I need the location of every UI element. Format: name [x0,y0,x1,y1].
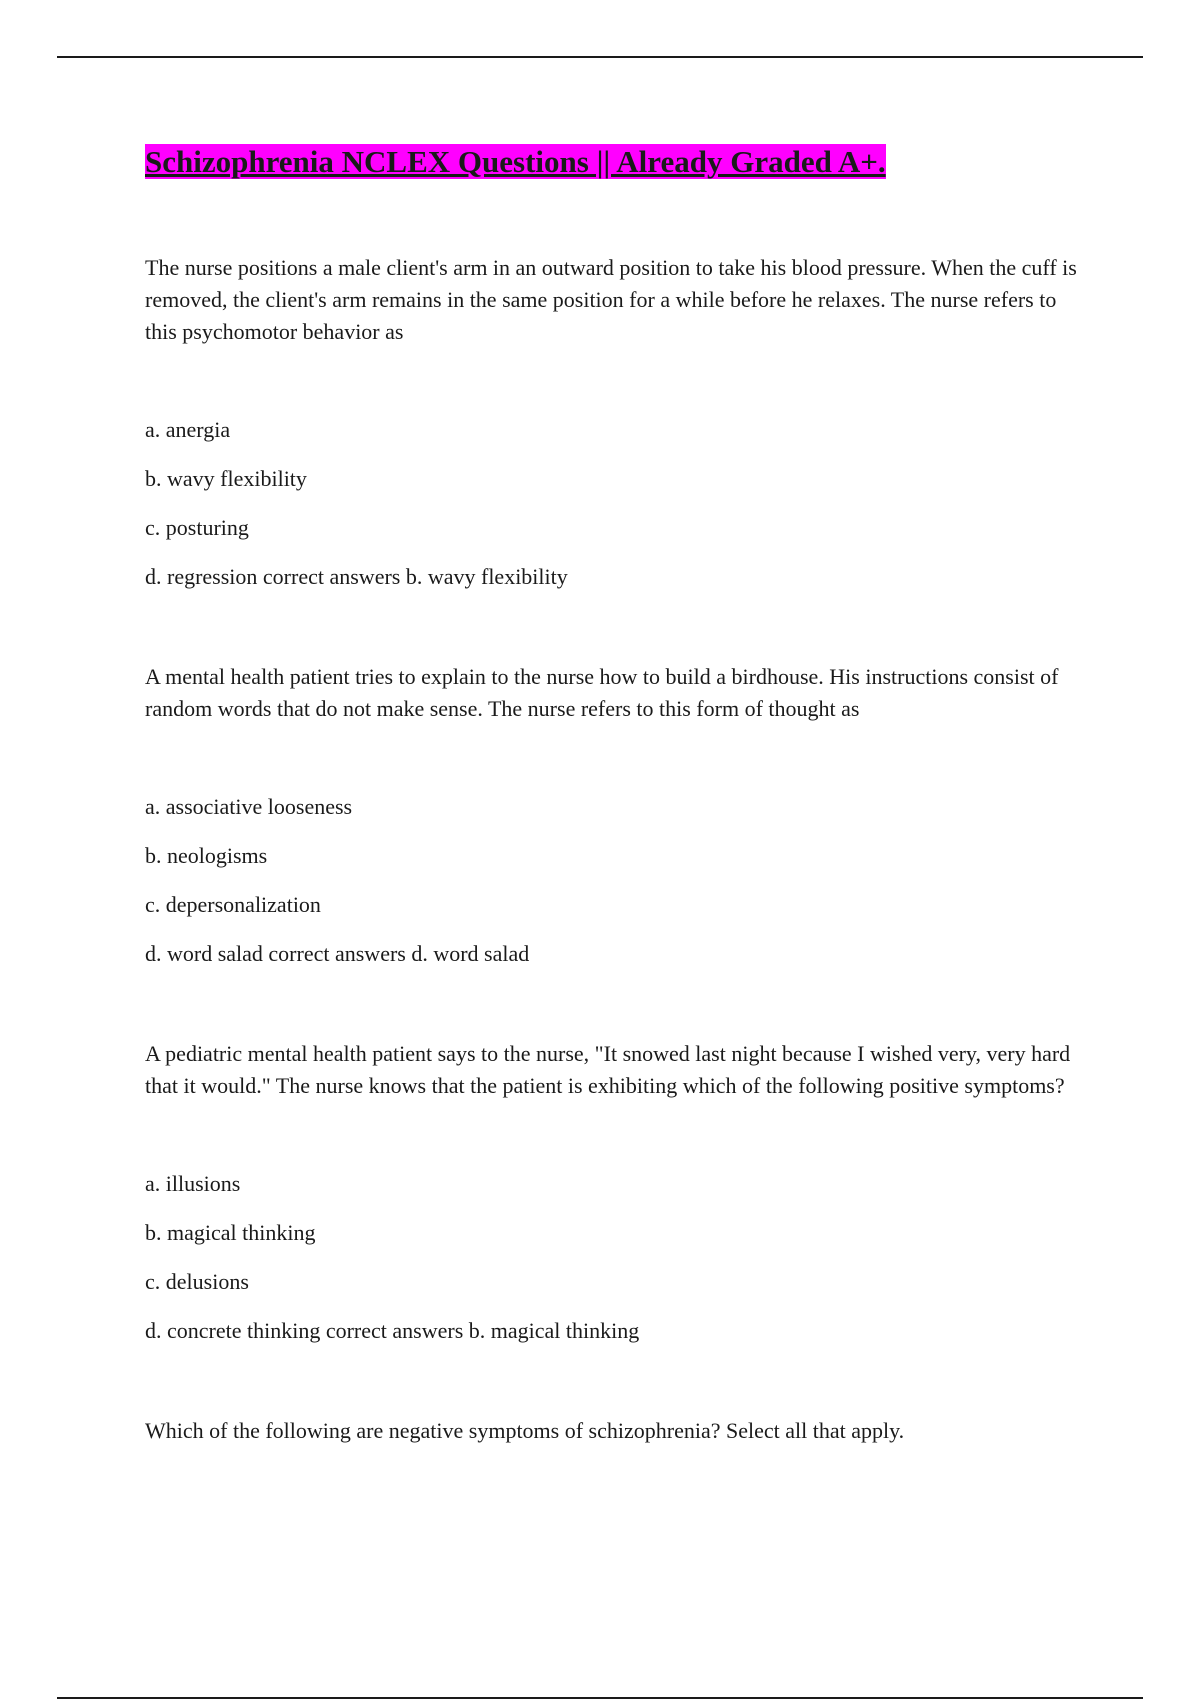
option-2b: b. neologisms [145,843,268,868]
title-wrap [145,140,1085,184]
option-list-1 [145,414,1085,593]
option-1b: b. wavy flexibility [145,466,307,491]
option-3c: c. delusions [145,1269,249,1294]
option-2d: d. word salad correct answers d. word salad [145,941,530,966]
question-block-1 [145,252,1085,593]
header-rule [57,56,1143,58]
option-list-3 [145,1168,1085,1347]
option-2a: a. associative looseness [145,794,353,819]
question-text-1: The nurse positions a male client's arm in an outward position to take his blood pressure. When the cuff is removed, the client's arm remains in the same position for a while before he relaxes. The nurse refers to this psychomotor behavior as [145,255,1077,344]
footer-rule [57,1697,1143,1699]
option-3b: b. magical thinking [145,1220,316,1245]
option-1a: a. anergia [145,417,231,442]
document-body [145,140,1085,1515]
option-2c: c. depersonalization [145,892,321,917]
option-3a: a. illusions [145,1171,241,1196]
question-block-4 [145,1415,1085,1447]
option-3d: d. concrete thinking correct answers b. magical thinking [145,1318,640,1343]
document-title: Schizophrenia NCLEX Questions || Already Graded A+. [145,144,886,179]
question-text-3: A pediatric mental health patient says to the nurse, "It snowed last night because I wished very, very hard that it would." The nurse knows that the patient is exhibiting which of the following positive symptoms? [145,1041,1071,1098]
option-list-2 [145,791,1085,970]
option-1c: c. posturing [145,515,249,540]
question-text-4: Which of the following are negative symptoms of schizophrenia? Select all that apply. [145,1418,905,1443]
question-block-2 [145,661,1085,970]
question-block-3 [145,1038,1085,1347]
question-text-2: A mental health patient tries to explain to the nurse how to build a birdhouse. His instructions consist of random words that do not make sense. The nurse refers to this form of thought as [145,664,1059,721]
option-1d: d. regression correct answers b. wavy flexibility [145,564,568,589]
